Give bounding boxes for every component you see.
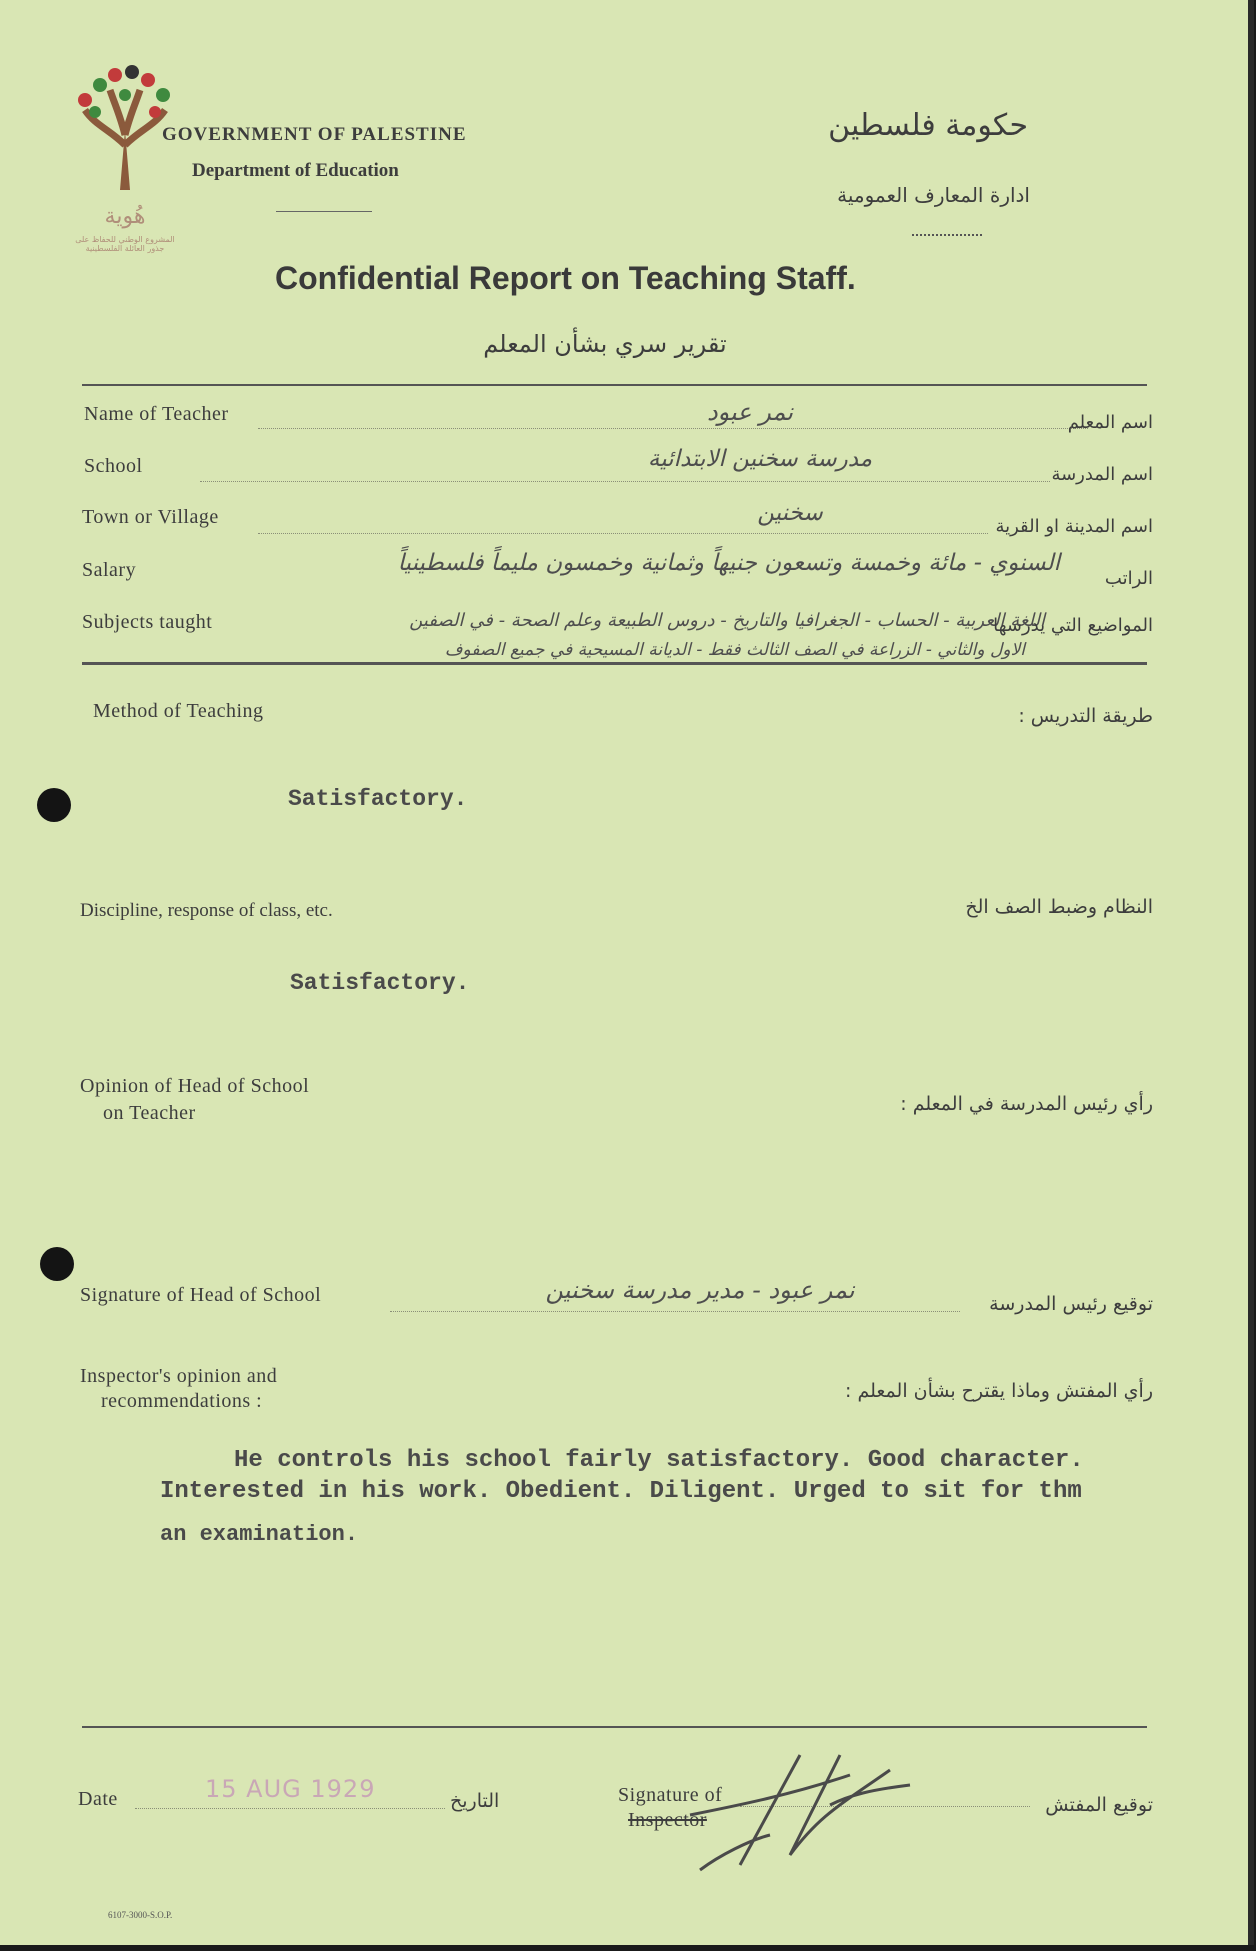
teacher-value: نمر عبود bbox=[706, 398, 794, 426]
punch-hole-bottom bbox=[40, 1247, 74, 1281]
logo-line-2: جذور العائلة الفلسطينية bbox=[85, 244, 165, 253]
signature-head-dots bbox=[390, 1311, 960, 1312]
salary-value: السنوي - مائة وخمسة وتسعون جنيهاً وثمانية وخمسون مليماً فلسطينياً bbox=[397, 550, 1060, 576]
top-rule bbox=[82, 384, 1147, 386]
opinion-head-label-1: Opinion of Head of School bbox=[80, 1075, 310, 1097]
government-title-en: GOVERNMENT OF PALESTINE bbox=[162, 124, 467, 145]
teacher-label: Name of Teacher bbox=[84, 403, 229, 425]
school-value: مدرسة سخنين الابتدائية bbox=[647, 446, 873, 472]
inspector-comment-line-2: Interested in his work. Obedient. Diligent. Urged to sit for thm bbox=[160, 1478, 1082, 1505]
printer-code: 6107-3000-S.O.P. bbox=[108, 1910, 173, 1920]
logo-line-1: المشروع الوطني للحفاظ على bbox=[75, 235, 175, 244]
method-value: Satisfactory. bbox=[288, 786, 468, 812]
date-stamp: 15 AUG 1929 bbox=[205, 1775, 376, 1803]
header-divider-left bbox=[276, 211, 372, 212]
school-label-ar: اسم المدرسة bbox=[1051, 464, 1153, 485]
inspector-label-2: recommendations : bbox=[101, 1390, 263, 1412]
teacher-label-ar: اسم المعلم bbox=[1067, 412, 1153, 433]
inspector-comment-line-3: an examination. bbox=[160, 1522, 359, 1547]
footer-rule bbox=[82, 1726, 1147, 1728]
town-label: Town or Village bbox=[82, 506, 219, 528]
inspector-signature-label-2: Inspector bbox=[628, 1809, 707, 1831]
discipline-label: Discipline, response of class, etc. bbox=[80, 900, 333, 921]
opinion-head-label-2: on Teacher bbox=[103, 1102, 196, 1124]
department-title-ar: ادارة المعارف العمومية bbox=[837, 183, 1030, 207]
subjects-value-line-2: الاول والثاني - الزراعة في الصف الثالث فقط - الديانة المسيحية في جميع الصفوف bbox=[444, 640, 1025, 660]
header-divider-right bbox=[912, 234, 982, 236]
discipline-value: Satisfactory. bbox=[290, 970, 470, 996]
punch-hole-top bbox=[37, 788, 71, 822]
teacher-dots bbox=[258, 428, 1088, 429]
town-value: سخنين bbox=[757, 500, 823, 526]
subjects-label: Subjects taught bbox=[82, 611, 213, 633]
department-title-en: Department of Education bbox=[192, 160, 399, 181]
signature-head-label-ar: توقيع رئيس المدرسة bbox=[989, 1293, 1153, 1315]
date-dots bbox=[135, 1808, 445, 1809]
salary-label-ar: الراتب bbox=[1104, 568, 1153, 589]
inspector-signature-label-ar: توقيع المفتش bbox=[1045, 1794, 1153, 1816]
date-label-ar: التاريخ bbox=[450, 1790, 500, 1812]
inspector-signature-scribble bbox=[680, 1745, 920, 1875]
discipline-label-ar: النظام وضبط الصف الخ bbox=[965, 896, 1153, 918]
subjects-value-line-1: اللغة العربية - الحساب - الجغرافيا والتاريخ - دروس الطبيعة وعلم الصحة - في الصفين bbox=[409, 610, 1045, 631]
school-dots bbox=[200, 481, 1050, 482]
method-label: Method of Teaching bbox=[93, 700, 264, 722]
report-title-ar: تقرير سري بشأن المعلم bbox=[483, 330, 727, 358]
date-label: Date bbox=[78, 1788, 118, 1810]
logo-name: هُوية bbox=[104, 204, 146, 229]
method-label-ar: طريقة التدريس : bbox=[1018, 705, 1153, 727]
signature-head-label: Signature of Head of School bbox=[80, 1284, 322, 1306]
inspector-comment-line-1: He controls his school fairly satisfactory. Good character. bbox=[234, 1447, 1084, 1474]
inspector-label-1: Inspector's opinion and bbox=[80, 1365, 278, 1387]
salary-label: Salary bbox=[82, 559, 137, 581]
family-tree-icon bbox=[70, 50, 180, 195]
inspector-label-ar: رأي المفتش وماذا يقترح بشأن المعلم : bbox=[845, 1380, 1153, 1402]
town-dots bbox=[258, 533, 988, 534]
subjects-label-ar: المواضيع التي يدرسها bbox=[993, 615, 1153, 636]
inspector-signature-label-1: Signature of bbox=[618, 1784, 723, 1806]
school-label: School bbox=[84, 455, 143, 477]
hawiya-logo bbox=[70, 50, 180, 280]
government-title-ar: حكومة فلسطين bbox=[828, 108, 1028, 143]
signature-head-value: نمر عبود - مدير مدرسة سخنين bbox=[545, 1276, 855, 1304]
town-label-ar: اسم المدينة او القرية bbox=[995, 516, 1153, 537]
report-title-en: Confidential Report on Teaching Staff. bbox=[275, 260, 856, 296]
fields-rule bbox=[82, 662, 1147, 665]
opinion-head-label-ar: رأي رئيس المدرسة في المعلم : bbox=[900, 1093, 1153, 1115]
